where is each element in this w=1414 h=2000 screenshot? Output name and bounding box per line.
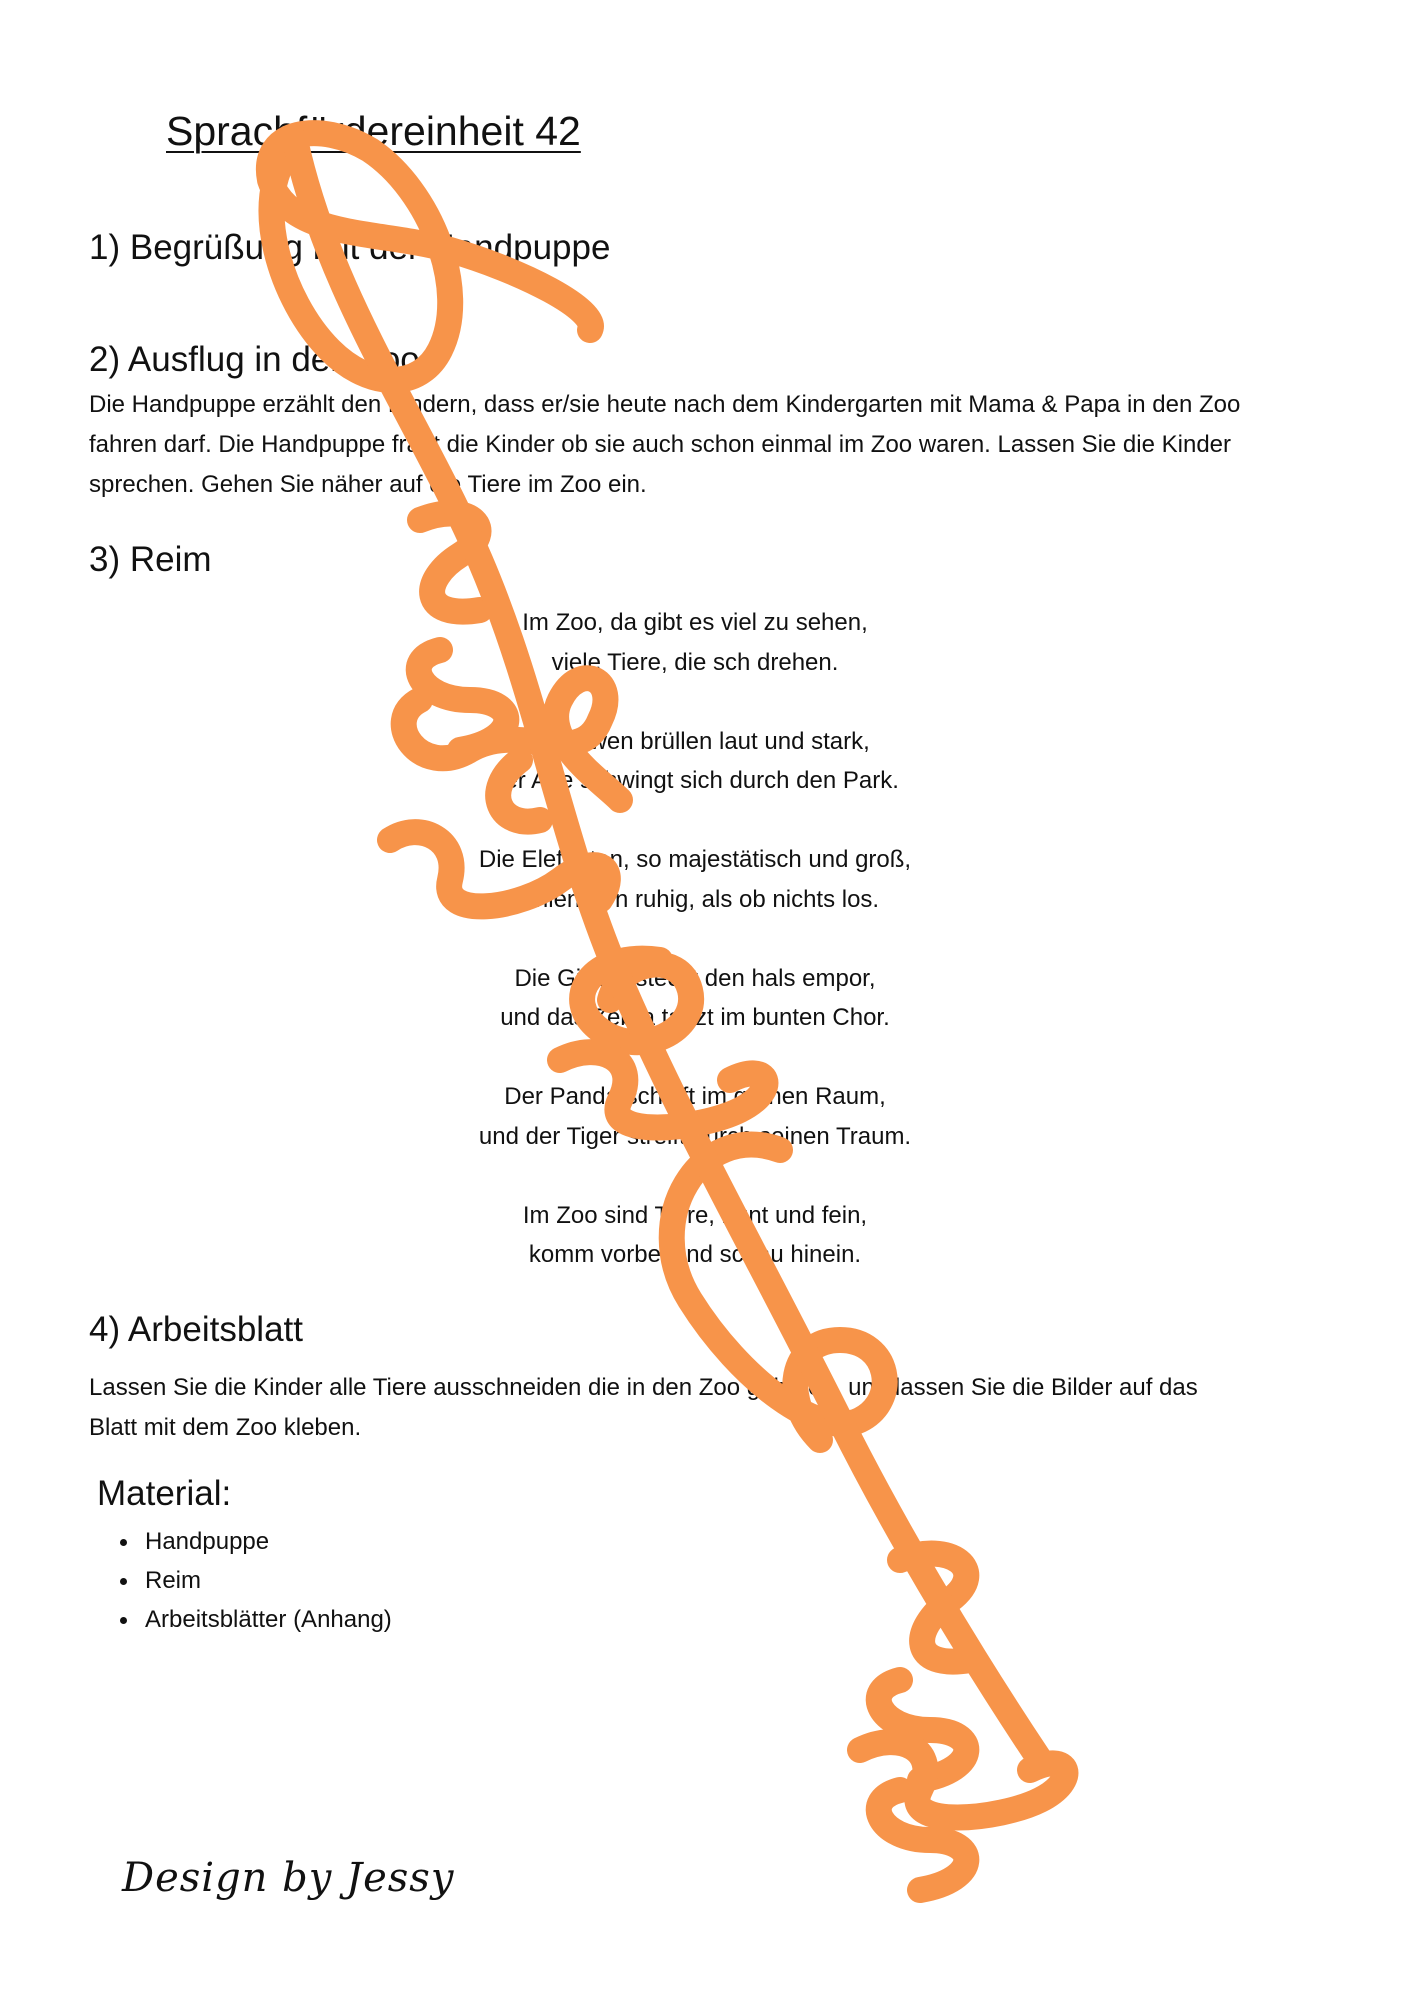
poem-line: und der Tiger streift durch seinen Traum.: [478, 1122, 912, 1150]
list-item: Reim: [145, 1561, 392, 1600]
section-heading-worksheet: 4) Arbeitsblatt: [89, 1310, 303, 1349]
footer-logo: Design by Jessy: [122, 1855, 455, 1901]
poem-line: viele Tiere, die sch drehen.: [551, 648, 839, 676]
poem-line: komm vorbei und schau hinein.: [528, 1241, 862, 1268]
poem-line: Die Löwen brüllen laut und stark,: [520, 727, 870, 755]
poem-line: Die Elefanten, so majestätisch und groß,: [478, 846, 912, 873]
poem-stanza: [300, 722, 1090, 801]
zoo-trip-text: Die Handpuppe erzählt den Kindern, dass er/sie heute nach dem Kindergarten mit Mama & Papa in den Zoo fahren darf. Die Handpuppe fragt die Kinder ob sie auch schon einmal im Zoo waren. Lassen Sie die Kinder sprechen. Gehen Sie näher auf die Tiere im Zoo ein.: [89, 391, 1241, 498]
worksheet-text: Lassen Sie die Kinder alle Tiere ausschneiden die in den Zoo gehören, und lassen Sie die Bilder auf das Blatt mit dem Zoo kleben.: [89, 1374, 1198, 1441]
rhyme-poem: [300, 603, 1090, 1275]
material-list: [145, 1522, 392, 1639]
section-heading-rhyme: 3) Reim: [89, 540, 212, 579]
poem-line: Die Giraffe steckt den hals empor,: [514, 964, 876, 992]
poem-line: Im Zoo sind Tiere, bunt und fein,: [522, 1201, 868, 1229]
poem-line: der Affe schwingt sich durch den Park.: [491, 767, 899, 794]
section-heading-zoo-trip: 2) Ausflug in den Zoo: [89, 340, 420, 379]
page-title: Sprachfördereinheit 42: [166, 108, 581, 154]
poem-line: und das Zebra tanzt im bunten Chor.: [500, 1004, 890, 1031]
poem-line: Der Panda schläft im grünen Raum,: [504, 1083, 886, 1110]
material-heading: Material:: [97, 1474, 232, 1513]
section-heading-greeting: 1) Begrüßung mit der Handpuppe: [89, 228, 611, 267]
poem-line: schlendern ruhig, als ob nichts los.: [510, 885, 880, 913]
poem-stanza: [300, 1196, 1090, 1275]
poem-line: Im Zoo, da gibt es viel zu sehen,: [522, 609, 868, 636]
list-item: Handpuppe: [145, 1522, 392, 1561]
poem-stanza: [300, 603, 1090, 682]
poem-stanza: [300, 840, 1090, 919]
list-item: Arbeitsblätter (Anhang): [145, 1600, 392, 1639]
poem-stanza: [300, 959, 1090, 1038]
poem-stanza: [300, 1077, 1090, 1156]
